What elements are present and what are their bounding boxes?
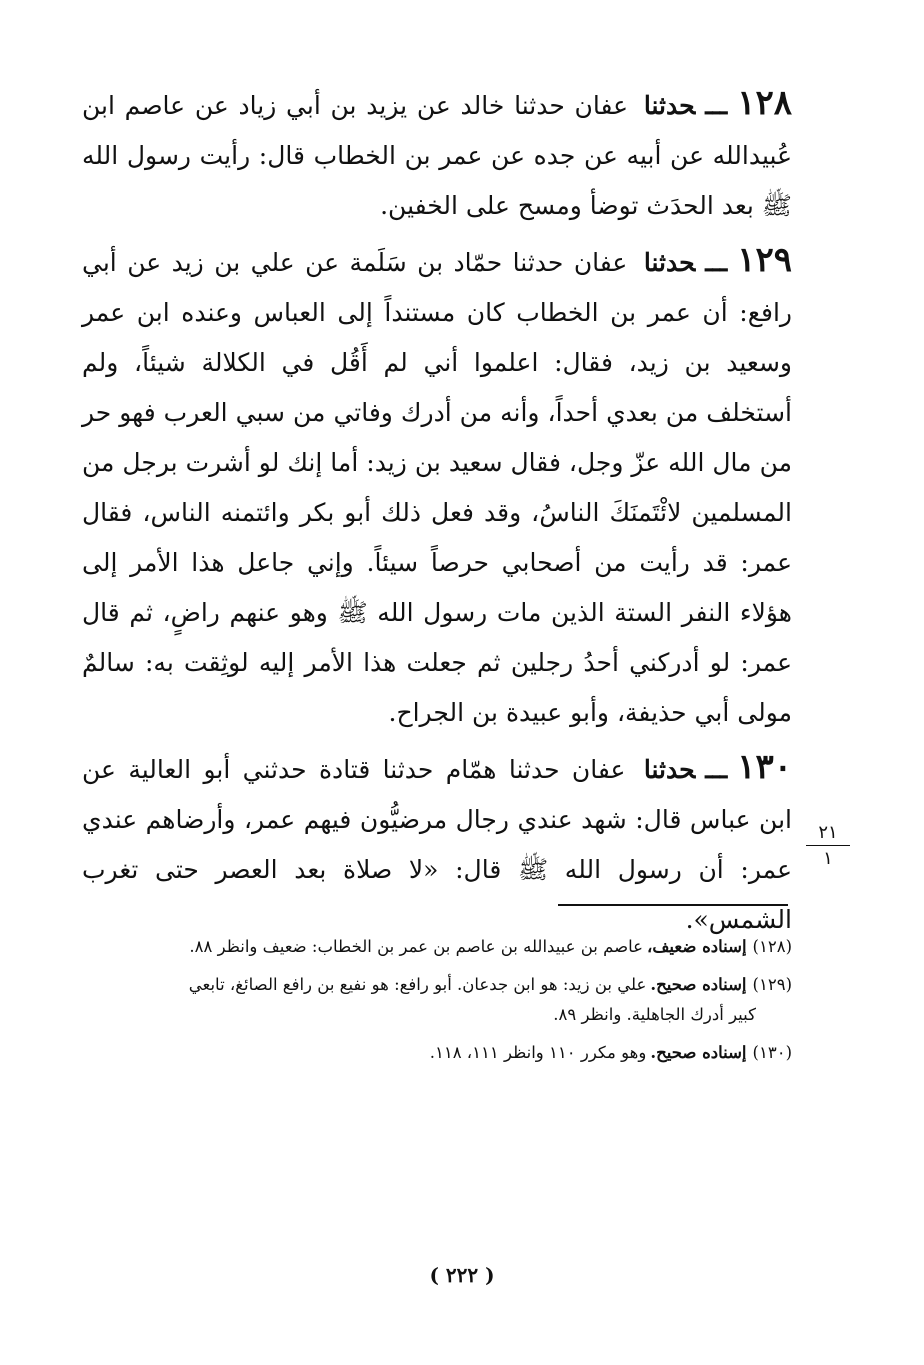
footnote-number: (١٢٨) <box>752 937 792 956</box>
hadith-text: عفان حدثنا خالد عن يزيد بن أبي زياد عن عاصم ابن عُبيدالله عن أبيه عن جده عن عمر بن الخطاب قال: رأيت رسول الله ﷺ بعد الحدَث توضأ ومسح على الخفين. <box>82 91 792 220</box>
margin-reference-bottom: ١ <box>823 848 833 869</box>
footnote <box>82 970 792 1030</box>
hadith-narrator-word: حدثنا <box>643 248 696 277</box>
hadith-narrator-word: حدثنا <box>643 91 696 120</box>
hadith-dash: ـــ <box>705 91 728 120</box>
footnote <box>82 932 792 962</box>
footnote-number: (١٢٩) <box>752 975 792 994</box>
margin-reference <box>806 822 850 870</box>
hadith-dash: ـــ <box>705 755 728 784</box>
footnote <box>82 1038 792 1068</box>
page-number: ( ٢٢٢ ) <box>429 1263 495 1287</box>
hadith-entry <box>82 78 792 231</box>
hadith-number: ١٣٠ <box>737 747 792 787</box>
hadith-text: عفان حدثنا همّام حدثنا قتادة حدثني أبو العالية عن ابن عباس قال: شهد عندي رجال مرضيُّون فيهم عمر، وأرضاهم عندي عمر: أن رسول الله ﷺ قال: «لا صلاة بعد العصر حتى تغرب الشمس». <box>82 755 792 934</box>
hadith-number: ١٢٨ <box>737 83 792 123</box>
footnote-grade: إسناده صحيح. <box>650 1043 747 1062</box>
hadith-dash: ـــ <box>705 248 728 277</box>
footnote-number: (١٣٠) <box>752 1043 792 1062</box>
footnote-separator <box>558 904 788 906</box>
footnote-text: عاصم بن عبيدالله بن عاصم بن عمر بن الخطاب: ضعيف وانظر ٨٨. <box>189 937 644 956</box>
footnotes <box>82 932 792 1076</box>
hadith-text: عفان حدثنا حمّاد بن سَلَمة عن علي بن زيد عن أبي رافع: أن عمر بن الخطاب كان مستنداً إلى العباس وعنده ابن عمر وسعيد بن زيد، فقال: اعلموا أني لم أَقُل في الكلالة شيئاً، ولم أستخلف من بعدي أحداً، وأنه من أدرك وفاتي من سبي العرب فهو حر من مال الله عزّ وجل، فقال سعيد بن زيد: أما إنك لو أشرت برجل من المسلمين لائْتَمنَكَ الناسُ، وقد فعل ذلك أبو بكر وائتمنه الناس، فقال عمر: قد رأيت من أصحابي حرصاً سيئاً. وإني جاعل هذا الأمر إلى هؤلاء النفر الستة الذين مات رسول الله ﷺ وهو عنهم راضٍ، ثم قال عمر: لو أدركني أحدُ رجلين ثم جعلت هذا الأمر إليه لوثِقت به: سالمٌ مولى أبي حذيفة، وأبو عبيدة بن الجراح. <box>82 248 792 727</box>
hadith-entry <box>82 742 792 945</box>
main-text <box>82 78 792 949</box>
footnote-text: علي بن زيد: هو ابن جدعان. أبو رافع: هو نفيع بن رافع الصائغ، تابعي <box>188 975 647 994</box>
footnote-text: وهو مكرر ١١٠ وانظر ١١١، ١١٨. <box>429 1043 647 1062</box>
hadith-narrator-word: حدثنا <box>643 755 696 784</box>
footnote-grade: إسناده صحيح. <box>650 975 747 994</box>
footnote-grade: إسناده ضعيف، <box>647 937 747 956</box>
hadith-entry <box>82 235 792 738</box>
margin-reference-rule <box>806 845 850 846</box>
margin-reference-top: ٢١ <box>818 822 838 843</box>
footnote-continuation: كبير أدرك الجاهلية. وانظر ٨٩. <box>553 1005 756 1024</box>
hadith-number: ١٢٩ <box>737 240 792 280</box>
